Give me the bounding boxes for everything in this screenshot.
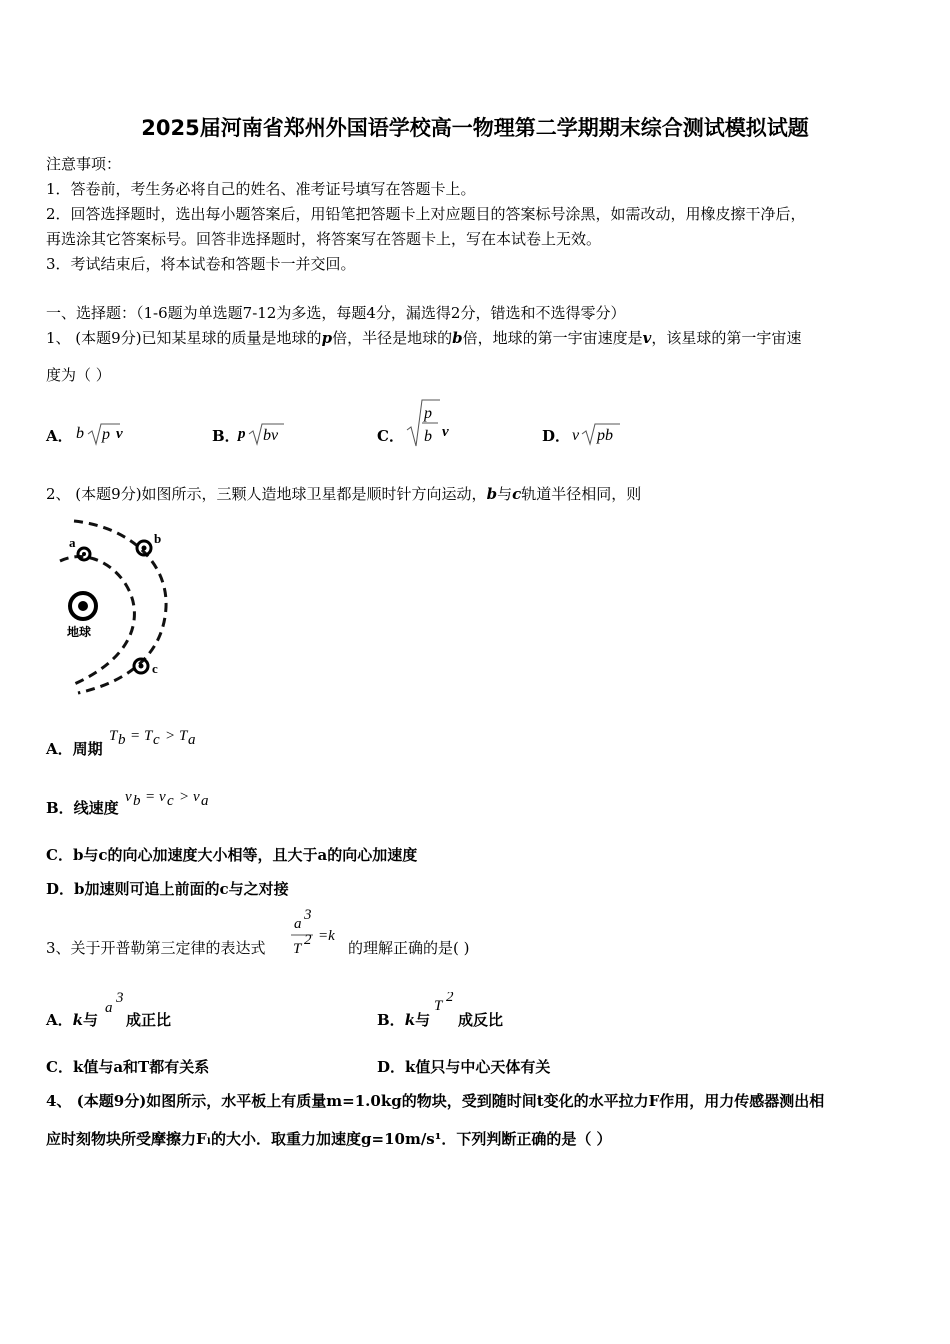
svg-text:=k: =k — [318, 928, 335, 944]
svg-text:=: = — [130, 728, 141, 744]
q3-option-a-suffix: 成正比 — [126, 1011, 172, 1029]
satellite-label-b: b — [154, 531, 162, 546]
svg-text:=: = — [145, 789, 156, 805]
satellite-orbit-figure — [50, 515, 180, 695]
q1-option-b-label: B． — [212, 427, 240, 445]
q1-option-c-expr — [404, 396, 464, 450]
svg-text:T: T — [179, 728, 188, 744]
notice-item: 1．答卷前，考生务必将自己的姓名、准考证号填写在答题卡上。 — [46, 180, 476, 198]
svg-text:3: 3 — [304, 908, 312, 923]
svg-text:b: b — [424, 428, 432, 445]
svg-text:pb: pb — [597, 427, 613, 444]
q1-option-b-expr — [236, 418, 296, 448]
q2-option-d: D．b加速则可追上前面的c与之对接 — [46, 880, 289, 898]
svg-text:v: v — [125, 789, 132, 805]
notice-heading: 注意事项： — [46, 155, 122, 173]
satellite-label-a: a — [69, 535, 76, 550]
svg-text:bv: bv — [263, 427, 279, 444]
svg-text:a: a — [294, 916, 302, 932]
svg-text:v: v — [193, 789, 200, 805]
svg-text:c: c — [153, 732, 160, 748]
svg-text:a: a — [201, 793, 209, 809]
svg-text:T: T — [144, 728, 153, 744]
svg-text:b: b — [118, 732, 126, 748]
svg-text:>: > — [179, 789, 190, 805]
svg-text:p: p — [424, 405, 432, 422]
svg-text:2: 2 — [446, 992, 454, 1005]
q2-option-b-expr — [124, 785, 234, 813]
q1-stem-line2: 度为（ ） — [46, 366, 111, 384]
svg-text:>: > — [165, 728, 176, 744]
satellite-label-c: c — [152, 661, 158, 676]
q3-option-c: C．k值与a和T都有关系 — [46, 1058, 210, 1076]
q3-stem-suffix: 的理解正确的是( ) — [348, 939, 470, 957]
notice-item: 2．回答选择题时，选出每小题答案后，用铅笔把答题卡上对应题目的答案标号涂黑，如需改动，用橡皮擦干净后， — [46, 205, 806, 223]
svg-text:3: 3 — [116, 992, 124, 1006]
q1-option-d-expr — [570, 418, 630, 448]
svg-text:2: 2 — [304, 932, 312, 948]
q3-option-b: B．k与 — [377, 1011, 431, 1029]
svg-text:c: c — [167, 793, 174, 809]
svg-text:p: p — [102, 426, 110, 443]
q3-option-b-expr — [433, 992, 457, 1020]
svg-text:b: b — [76, 425, 84, 442]
earth-label: 地球 — [67, 625, 92, 639]
svg-text:T: T — [293, 941, 302, 957]
q3-option-a: A．k与 — [46, 1011, 99, 1029]
q2-option-b: B．线速度 — [46, 799, 119, 817]
svg-text:v: v — [572, 427, 580, 444]
q4-stem: 4、 (本题9分)如图所示，水平板上有质量m=1.0kg的物块，受到随时间t变化的水平拉力F作用，用力传感器测出相 — [46, 1092, 825, 1110]
q2-option-c: C．b与c的向心加速度大小相等，且大于a的向心加速度 — [46, 846, 418, 864]
q4-stem-line2: 应时刻物块所受摩擦力Fₗ的大小．取重力加速度g=10m/s¹．下列判断正确的是（ ） — [46, 1130, 612, 1148]
q3-kepler-formula — [288, 908, 348, 960]
q3-stem-prefix: 3、关于开普勒第三定律的表达式 — [46, 939, 266, 957]
svg-text:T: T — [109, 728, 118, 744]
q1-option-a-label: A． — [46, 427, 73, 445]
q1-option-c-label: C． — [377, 427, 404, 445]
q3-option-a-expr — [104, 992, 126, 1020]
svg-text:v: v — [442, 424, 449, 440]
q3-option-d: D．k值只与中心天体有关 — [377, 1058, 551, 1076]
page-title: 2025届河南省郑州外国语学校高一物理第二学期期末综合测试模拟试题 — [141, 116, 809, 140]
section-heading: 一、选择题：（1-6题为单选题7-12为多选，每题4分，漏选得2分，错选和不选得零分） — [46, 304, 626, 322]
svg-text:a: a — [105, 1000, 113, 1016]
q2-option-a-expr — [108, 722, 218, 750]
q3-option-b-suffix: 成反比 — [458, 1011, 504, 1029]
q1-stem: 1、 (本题9分)已知某星球的质量是地球的p倍，半径是地球的b倍，地球的第一宇宙速度是v，该星球的第一宇宙速 — [46, 329, 802, 347]
svg-text:T: T — [434, 998, 443, 1014]
q1-option-d-label: D． — [542, 427, 571, 445]
q2-option-a: A．周期 — [46, 740, 103, 758]
svg-text:b: b — [133, 793, 141, 809]
q2-stem: 2、 (本题9分)如图所示，三颗人造地球卫星都是顺时针方向运动，b与c轨道半径相同，则 — [46, 485, 642, 503]
q1-option-a-expr — [74, 418, 134, 448]
svg-text:a: a — [188, 732, 196, 748]
svg-text:v: v — [159, 789, 166, 805]
svg-text:v: v — [116, 426, 123, 442]
svg-text:p: p — [238, 426, 246, 442]
notice-item: 再选涂其它答案标号。回答非选择题时，将答案写在答题卡上，写在本试卷上无效。 — [46, 230, 602, 248]
notice-item: 3．考试结束后，将本试卷和答题卡一并交回。 — [46, 255, 356, 273]
